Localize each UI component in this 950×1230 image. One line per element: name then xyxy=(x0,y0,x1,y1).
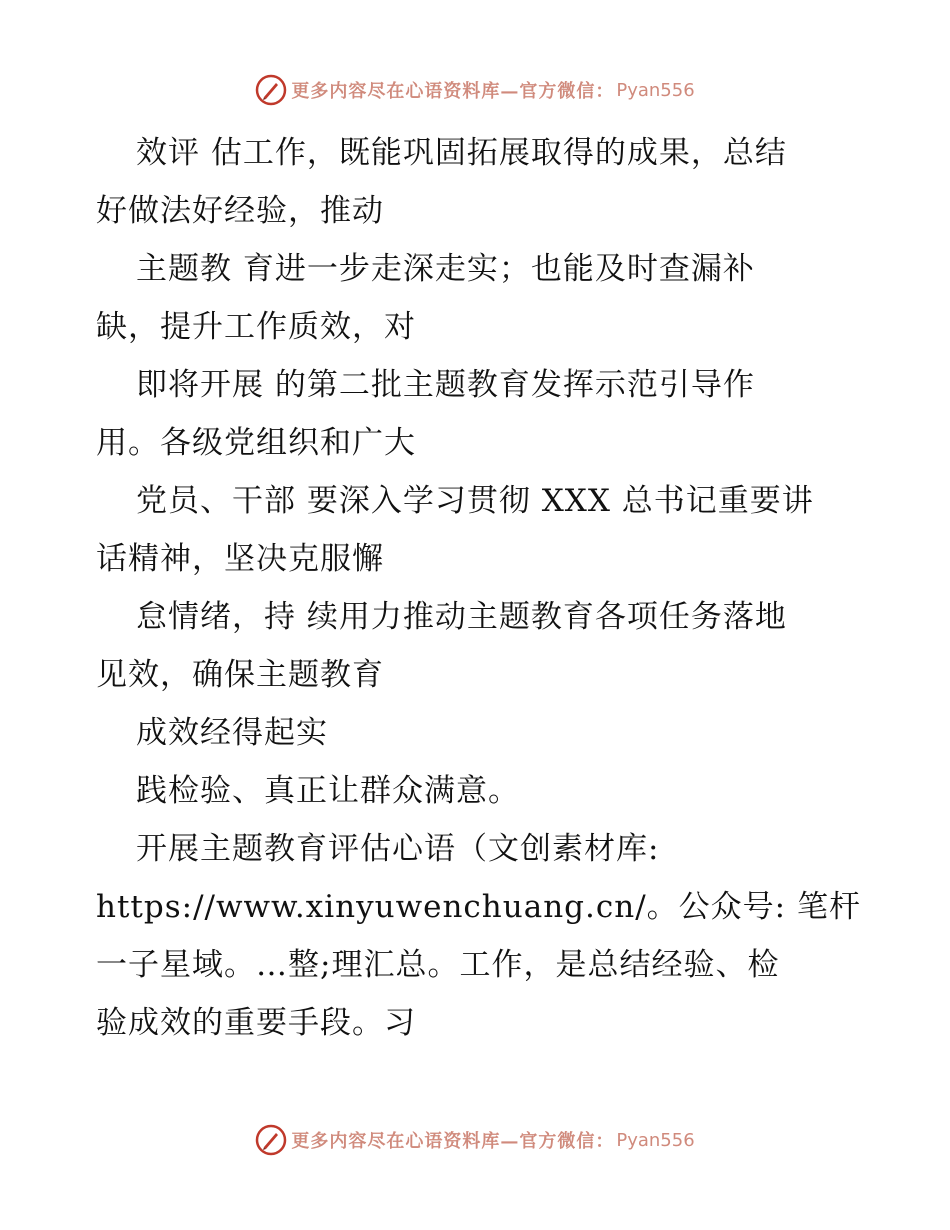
body-line: 话精神，坚决克服懈 xyxy=(96,541,384,577)
body-line: 一子星域。…整;理汇总。工作，是总结经验、检 xyxy=(96,947,780,983)
header-banner xyxy=(0,70,950,110)
quill-logo-icon xyxy=(255,1124,287,1156)
footer-wechat-id: Pyan556 xyxy=(616,1129,695,1151)
header-wechat-id: Pyan556 xyxy=(616,79,695,101)
footer-promo-text: 更多内容尽在心语资料库—官方微信： xyxy=(291,1131,615,1152)
header-promo-text: 更多内容尽在心语资料库—官方微信： xyxy=(291,81,615,102)
body-line: 即将开展 的第二批主题教育发挥示范引导作 xyxy=(136,367,755,403)
footer-banner xyxy=(0,1120,950,1160)
body-line: 效评 估工作，既能巩固拓展取得的成果，总结 xyxy=(136,135,787,171)
body-line: 成效经得起实 xyxy=(136,715,328,751)
body-line: 党员、干部 要深入学习贯彻 XXX 总书记重要讲 xyxy=(136,483,814,519)
body-line: 开展主题教育评估心语（文创素材库: xyxy=(136,831,660,867)
body-line: 践检验、真正让群众满意。 xyxy=(136,773,520,809)
body-line: 缺，提升工作质效，对 xyxy=(96,309,416,345)
body-line: https://www.xinyuwenchuang.cn/。公众号: 笔杆 xyxy=(96,889,861,925)
body-line: 见效，确保主题教育 xyxy=(96,657,384,693)
body-line: 验成效的重要手段。习 xyxy=(96,1005,416,1041)
body-line: 用。各级党组织和广大 xyxy=(96,425,416,461)
document-body xyxy=(96,124,866,1052)
body-line: 主题教 育进一步走深走实；也能及时查漏补 xyxy=(136,251,755,287)
body-line: 好做法好经验，推动 xyxy=(96,193,384,229)
body-line: 怠情绪，持 续用力推动主题教育各项任务落地 xyxy=(136,599,787,635)
quill-logo-icon xyxy=(255,74,287,106)
